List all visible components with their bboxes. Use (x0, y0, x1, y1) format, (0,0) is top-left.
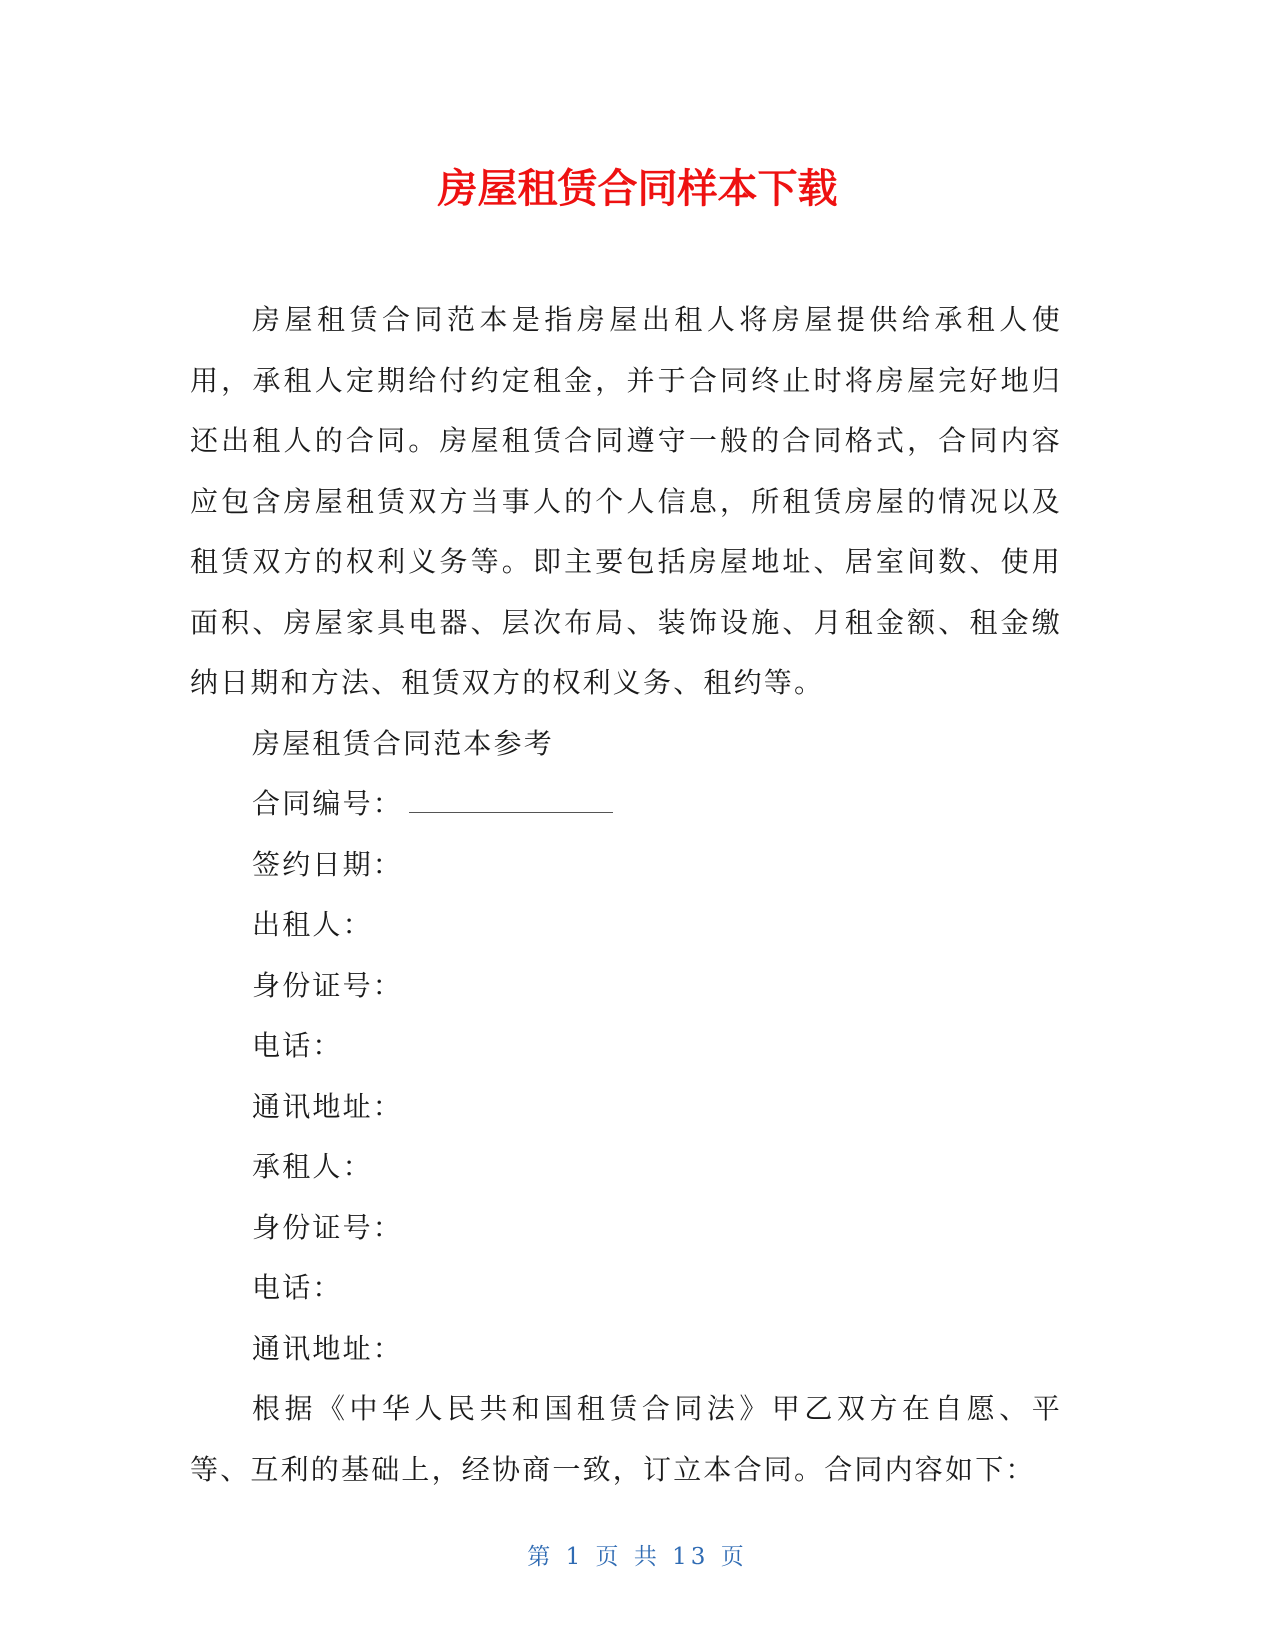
lessee-address-label: 通讯地址： (252, 1331, 404, 1365)
document-body (190, 290, 1062, 1500)
contract-number-line (190, 774, 1062, 835)
lessor-phone-label: 电话： (252, 1029, 343, 1062)
lessor-id-label: 身份证号： (252, 968, 404, 1002)
lessor-address-label: 通讯地址： (252, 1089, 404, 1123)
reference-heading: 房屋租赁合同范本参考 (252, 726, 555, 760)
lessee-id-label: 身份证号： (252, 1210, 404, 1244)
lessor-label: 出租人： (252, 908, 373, 941)
contract-number-blank (409, 784, 613, 813)
page-number-footer: 第 1 页 共 13 页 (527, 1544, 748, 1570)
contract-number-label: 合同编号： (252, 787, 404, 820)
intro-paragraph: 房屋租赁合同范本是指房屋出租人将房屋提供给承租人使用，承租人定期给付约定租金，并于合同终止时将房屋完好地归还出租人的合同。房屋租赁合同遵守一般的合同格式，合同内容应包含房屋租赁双方当事人的个人信息，所租赁房屋的情况以及租赁双方的权利义务等。即主要包括房屋地址、居室间数、使用面积、房屋家具电器、层次布局、装饰设施、月租金额、租金缴纳日期和方法、租赁双方的权利义务、租约等。 (190, 303, 1062, 699)
lessee-label: 承租人： (252, 1150, 373, 1183)
sign-date-label: 签约日期： (252, 847, 404, 881)
lessee-phone-label: 电话： (252, 1271, 343, 1304)
document-title: 房屋租赁合同样本下载 (437, 166, 838, 212)
basis-paragraph: 根据《中华人民共和国租赁合同法》甲乙双方在自愿、平等、互利的基础上，经协商一致，订立本合同。合同内容如下： (190, 1392, 1062, 1486)
